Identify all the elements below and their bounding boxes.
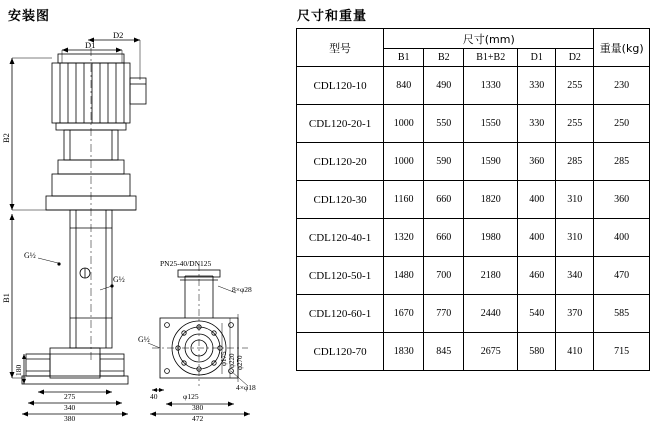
pump-installation-drawing [0, 18, 290, 422]
cell-b1-plus-b2: 2675 [464, 333, 518, 371]
cell-weight: 230 [594, 67, 650, 105]
cell-d1: 400 [518, 181, 556, 219]
cell-model: CDL120-30 [297, 181, 384, 219]
label-125: φ125 [183, 392, 199, 401]
label-40: 40 [150, 392, 158, 401]
header-b1: B1 [384, 49, 424, 67]
cell-weight: 250 [594, 105, 650, 143]
cell-b2: 590 [424, 143, 464, 181]
cell-d1: 400 [518, 219, 556, 257]
cell-b2: 550 [424, 105, 464, 143]
cell-d2: 255 [556, 67, 594, 105]
cell-b1-plus-b2: 1550 [464, 105, 518, 143]
cell-model: CDL120-70 [297, 333, 384, 371]
cell-b2: 660 [424, 219, 464, 257]
label-380-right: 380 [192, 403, 204, 412]
cell-model: CDL120-50-1 [297, 257, 384, 295]
label-g-half-1: G½ [24, 251, 36, 260]
table-row [297, 257, 650, 295]
header-dimensions: 尺寸(mm) [384, 29, 594, 49]
table-row [297, 333, 650, 371]
header-weight: 重量(kg) [594, 29, 650, 67]
label-175: φ175 [220, 351, 228, 366]
cell-b2: 770 [424, 295, 464, 333]
label-220: φ220 [228, 353, 236, 368]
label-180: 180 [14, 364, 23, 376]
cell-b1: 1320 [384, 219, 424, 257]
cell-d2: 310 [556, 219, 594, 257]
cell-model: CDL120-40-1 [297, 219, 384, 257]
label-d1: D1 [85, 40, 96, 50]
dimension-table-title: 尺寸和重量 [297, 9, 368, 24]
cell-b1: 1830 [384, 333, 424, 371]
label-380: 380 [64, 414, 76, 422]
table-row [297, 219, 650, 257]
label-472: 472 [192, 414, 204, 422]
header-d1: D1 [518, 49, 556, 67]
label-bolt-4: 4×φ18 [236, 383, 256, 392]
label-g-half-2: G½ [113, 275, 125, 284]
cell-b1: 1000 [384, 143, 424, 181]
cell-d1: 540 [518, 295, 556, 333]
cell-d1: 330 [518, 67, 556, 105]
label-g-half-3: G½ [138, 335, 150, 344]
header-model: 型号 [297, 29, 384, 67]
cell-d1: 460 [518, 257, 556, 295]
label-d2: D2 [113, 30, 124, 40]
table-row [297, 181, 650, 219]
cell-b1: 1670 [384, 295, 424, 333]
cell-b1-plus-b2: 1590 [464, 143, 518, 181]
table-row [297, 295, 650, 333]
cell-d1: 580 [518, 333, 556, 371]
label-b2: B2 [1, 133, 11, 143]
cell-model: CDL120-20 [297, 143, 384, 181]
cell-model: CDL120-60-1 [297, 295, 384, 333]
installation-drawing-title: 安装图 [8, 9, 51, 24]
cell-d2: 285 [556, 143, 594, 181]
label-b1: B1 [1, 293, 11, 303]
installation-drawing-panel [0, 0, 290, 422]
cell-b2: 660 [424, 181, 464, 219]
cell-weight: 400 [594, 219, 650, 257]
table-row [297, 67, 650, 105]
table-row [297, 105, 650, 143]
label-flange-spec: PN25-40/DN125 [160, 259, 212, 268]
cell-d1: 330 [518, 105, 556, 143]
cell-weight: 715 [594, 333, 650, 371]
cell-model: CDL120-10 [297, 67, 384, 105]
dimension-weight-table [296, 28, 650, 371]
cell-weight: 360 [594, 181, 650, 219]
cell-b1-plus-b2: 1980 [464, 219, 518, 257]
dimension-weight-panel [292, 0, 655, 422]
cell-d2: 410 [556, 333, 594, 371]
cell-b2: 490 [424, 67, 464, 105]
cell-b1: 1160 [384, 181, 424, 219]
header-d2: D2 [556, 49, 594, 67]
label-275: 275 [64, 392, 76, 401]
cell-b2: 845 [424, 333, 464, 371]
header-b2: B2 [424, 49, 464, 67]
cell-weight: 585 [594, 295, 650, 333]
table-header-row-top [297, 29, 650, 49]
cell-weight: 470 [594, 257, 650, 295]
header-b1-plus-b2: B1+B2 [464, 49, 518, 67]
cell-b1-plus-b2: 1820 [464, 181, 518, 219]
cell-d2: 310 [556, 181, 594, 219]
cell-model: CDL120-20-1 [297, 105, 384, 143]
cell-b1: 1480 [384, 257, 424, 295]
cell-d2: 255 [556, 105, 594, 143]
label-340: 340 [64, 403, 76, 412]
cell-b1: 1000 [384, 105, 424, 143]
cell-b2: 700 [424, 257, 464, 295]
cell-b1: 840 [384, 67, 424, 105]
cell-d1: 360 [518, 143, 556, 181]
label-bolt-8: 8×φ28 [232, 285, 252, 294]
cell-b1-plus-b2: 1330 [464, 67, 518, 105]
cell-weight: 285 [594, 143, 650, 181]
cell-d2: 370 [556, 295, 594, 333]
table-row [297, 143, 650, 181]
cell-b1-plus-b2: 2180 [464, 257, 518, 295]
cell-b1-plus-b2: 2440 [464, 295, 518, 333]
cell-d2: 340 [556, 257, 594, 295]
label-270: φ270 [236, 355, 244, 370]
